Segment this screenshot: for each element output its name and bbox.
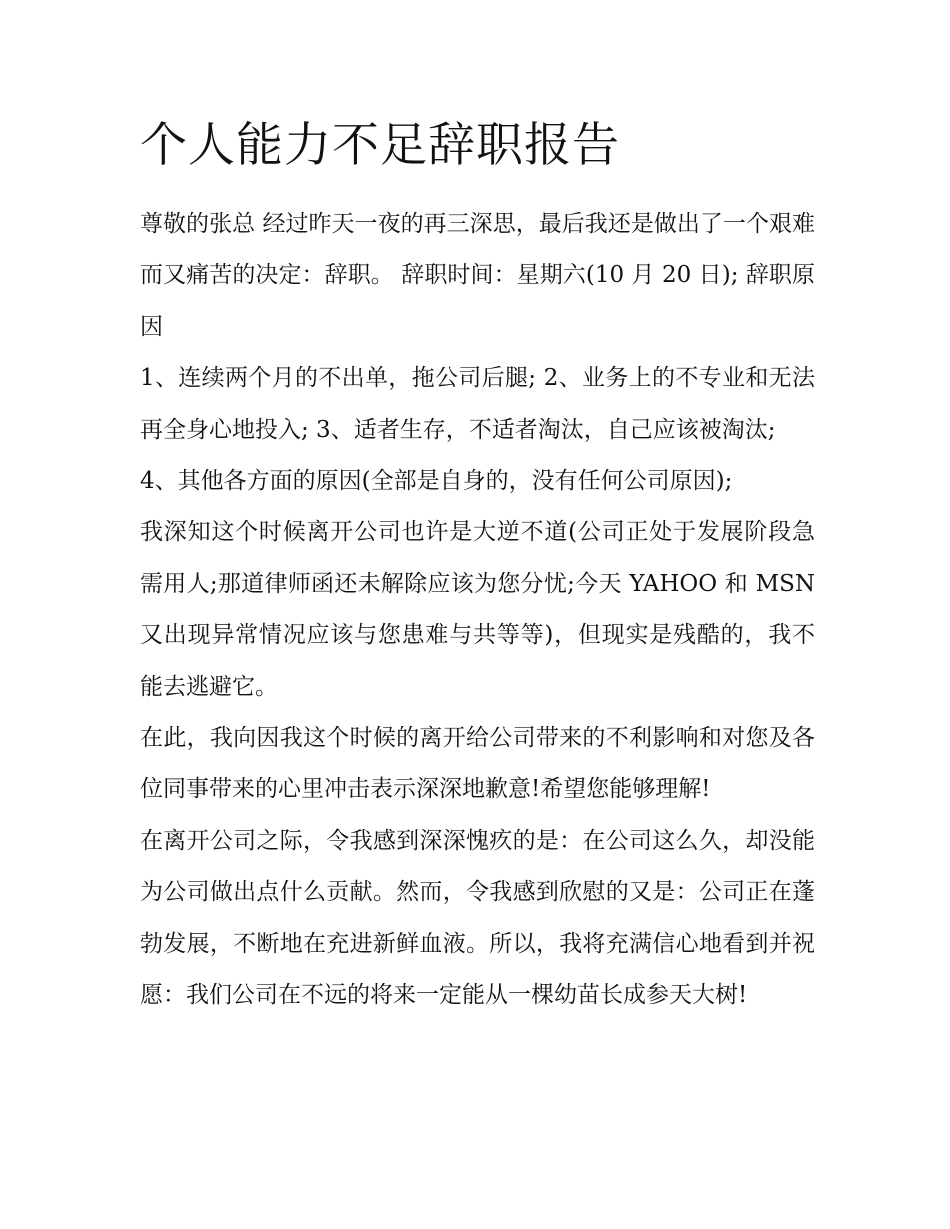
document-body <box>140 199 815 1022</box>
paragraph-reasons-1-3: 1、连续两个月的不出单，拖公司后腿; 2、业务上的不专业和无法再全身心地投入; 3、适者生存，不适者淘汰，自己应该被淘汰; <box>140 365 815 443</box>
paragraph-closing: 在离开公司之际，令我感到深深愧疚的是：在公司这么久，却没能为公司做出点什么贡献。然而，令我感到欣慰的又是：公司正在蓬勃发展，不断地在充进新鲜血液。所以，我将充满信心地看到并祝愿：我们公司在不远的将来一定能从一棵幼苗长成参天大树! <box>140 827 815 1009</box>
paragraph-greeting: 尊敬的张总 经过昨天一夜的再三深思，最后我还是做出了一个艰难而又痛苦的决定：辞职。 辞职时间：星期六(10 月 20 日); 辞职原因 <box>140 211 815 340</box>
paragraph-situation: 我深知这个时候离开公司也许是大逆不道(公司正处于发展阶段急需用人;那道律师函还未解除应该为您分忧;今天 YAHOO 和 MSN 又出现异常情况应该与您患难与共等等)，但现实是残酷的，我不能去逃避它。 <box>140 519 815 700</box>
document-title: 个人能力不足辞职报告 <box>140 118 620 173</box>
document-page <box>140 112 815 1022</box>
paragraph-reason-4: 4、其他各方面的原因(全部是自身的，没有任何公司原因); <box>140 468 733 495</box>
paragraph-apology: 在此，我向因我这个时候的离开给公司带来的不利影响和对您及各位同事带来的心里冲击表示深深地歉意!希望您能够理解! <box>140 725 815 803</box>
